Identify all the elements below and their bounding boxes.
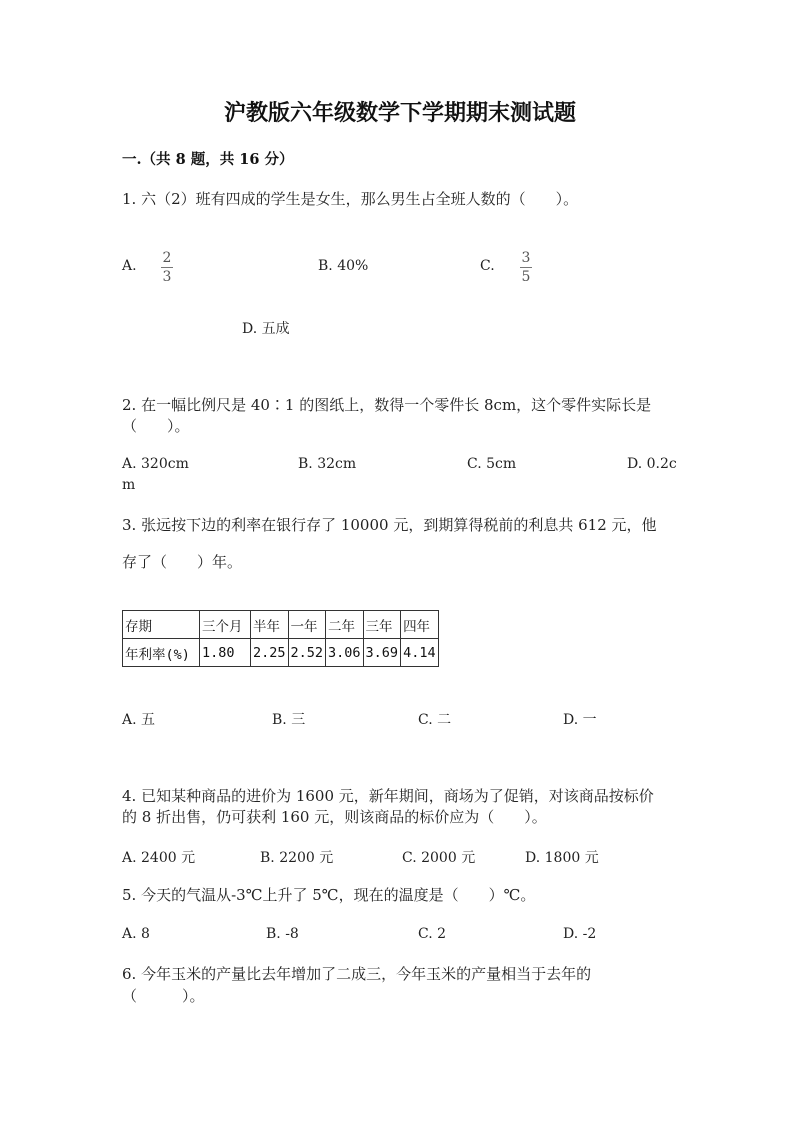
table-header-row [123,611,439,639]
table-cell: 3.06 [326,639,364,667]
question-6-line-1: 6. 今年玉米的产量比去年增加了二成三，今年玉米的产量相当于去年的 [122,965,592,983]
q1-option-a-fraction [161,251,173,284]
q5-option-c[interactable]: C. 2 [418,926,447,942]
question-3-line-2: 存了（ ）年。 [122,553,243,571]
q1-option-c-label: C. [480,258,495,274]
table-cell: 三个月 [200,611,251,639]
q2-option-d[interactable]: D. 0.2c [627,456,677,472]
q1-option-d[interactable]: D. 五成 [242,321,290,337]
fraction-denominator: 3 [162,269,172,285]
question-1-text: 1. 六（2）班有四成的学生是女生，那么男生占全班人数的（ ）。 [122,190,579,208]
q4-option-b[interactable]: B. 2200 元 [260,850,334,866]
question-4-line-2: 的 8 折出售，仍可获利 160 元，则该商品的标价应为（ ）。 [122,808,547,826]
question-2-line-2: （ ）。 [122,417,190,435]
question-5-text: 5. 今天的气温从-3℃上升了 5℃，现在的温度是（ ）℃。 [122,886,536,904]
table-cell: 3.69 [363,639,401,667]
q3-option-b[interactable]: B. 三 [272,712,306,728]
q4-option-a[interactable]: A. 2400 元 [122,850,196,866]
q1-option-a[interactable] [122,258,137,274]
table-cell: 1.80 [200,639,251,667]
table-row [123,639,439,667]
question-6-line-2: （ ）。 [122,987,205,1005]
q1-option-c-fraction [520,251,532,284]
table-cell: 半年 [251,611,289,639]
q2-option-a[interactable]: A. 320cm [122,456,189,472]
q5-option-d[interactable]: D. -2 [563,926,597,942]
table-cell: 存期 [123,611,200,639]
fraction-numerator: 3 [521,250,531,266]
table-cell: 二年 [326,611,364,639]
fraction-denominator: 5 [521,269,531,285]
fraction-numerator: 2 [162,250,172,266]
question-2-line-1: 2. 在一幅比例尺是 40∶1 的图纸上，数得一个零件长 8cm，这个零件实际长是 [122,396,652,414]
q4-option-d[interactable]: D. 1800 元 [525,850,599,866]
q1-option-c[interactable] [480,258,495,274]
q2-option-d-wrap: m [122,477,136,493]
table-cell: 4.14 [401,639,439,667]
question-4-line-1: 4. 已知某种商品的进价为 1600 元，新年期间，商场为了促销，对该商品按标价 [122,787,654,805]
q3-option-c[interactable]: C. 二 [418,712,452,728]
q3-option-a[interactable]: A. 五 [122,712,156,728]
table-cell: 2.52 [288,639,326,667]
table-cell: 四年 [401,611,439,639]
table-cell: 三年 [363,611,401,639]
q4-option-c[interactable]: C. 2000 元 [402,850,476,866]
q5-option-b[interactable]: B. -8 [266,926,299,942]
page-title: 沪教版六年级数学下学期期末测试题 [223,100,576,126]
q1-option-a-label: A. [122,258,137,274]
q5-option-a[interactable]: A. 8 [122,926,150,942]
question-3-line-1: 3. 张远按下边的利率在银行存了 10000 元，到期算得税前的利息共 612 元，他 [122,516,657,534]
q2-option-b[interactable]: B. 32cm [298,456,357,472]
table-cell: 年利率(%) [123,639,200,667]
interest-rate-table [122,610,439,667]
section-heading: 一.（共 8 题，共 16 分） [122,151,294,168]
table-cell: 一年 [288,611,326,639]
q1-option-b[interactable]: B. 40% [318,258,369,274]
table-cell: 2.25 [251,639,289,667]
q3-option-d[interactable]: D. 一 [563,712,597,728]
q2-option-c[interactable]: C. 5cm [467,456,517,472]
